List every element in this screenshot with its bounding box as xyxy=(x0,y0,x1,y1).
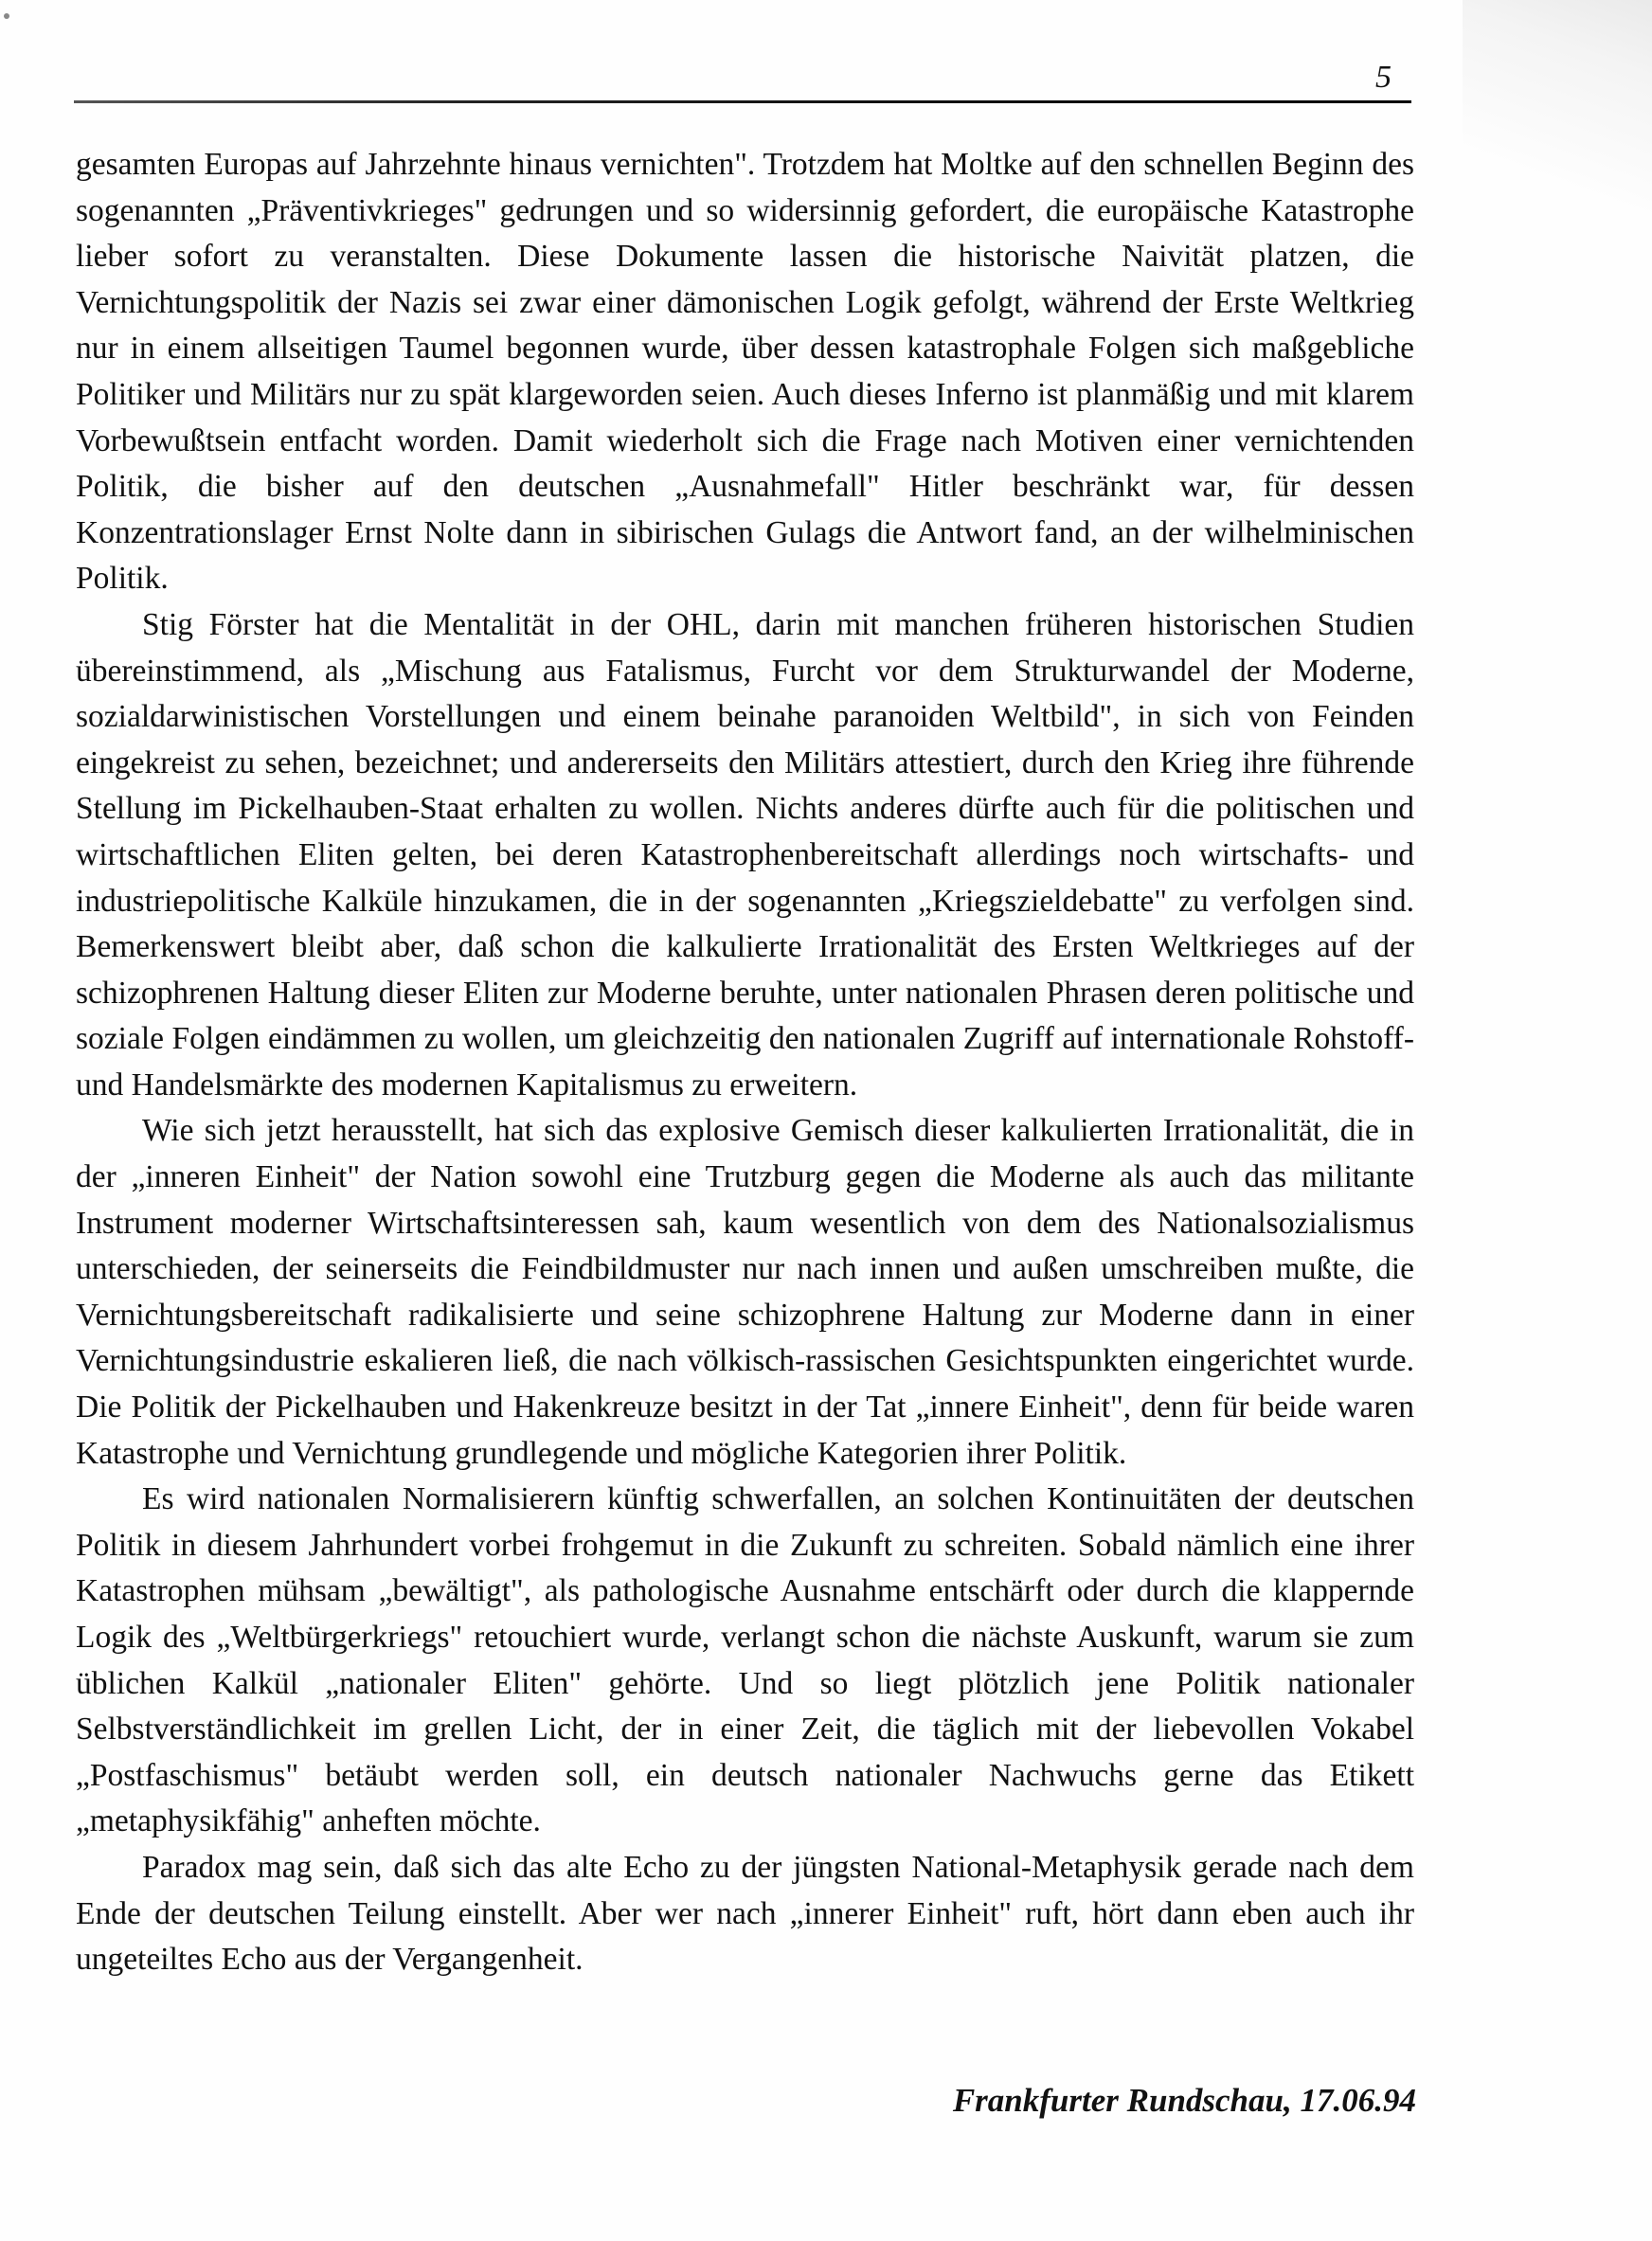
header-rule xyxy=(74,100,1411,103)
paragraph-2: Stig Förster hat die Mentalität in der OHL, darin mit manchen früheren historischen Studien übereinstimmend, als „Mischung aus Fatalismus, Furcht vor dem Strukturwandel der Moderne, sozialdarwinistischen Vorstellungen und einem beinahe paranoiden Weltbild", in sich von Feinden eingekreist zu sehen, bezeichnet; und andererseits den Militärs attestiert, durch den Krieg ihre führende Stellung im Pickelhauben-Staat erhalten zu wollen. Nichts anderes dürfte auch für die politischen und wirtschaftlichen Eliten gelten, bei deren Katastrophenbereitschaft allerdings noch wirtschafts- und industriepolitische Kalküle hinzukamen, die in der sogenannten „Kriegszieldebatte" zu verfolgen sind. Bemerkenswert bleibt aber, daß schon die kalkulierte Irrationalität des Ersten Weltkrieges auf der schizophrenen Haltung dieser Eliten zur Moderne beruhte, unter nationalen Phrasen deren politische und soziale Folgen eindämmen zu wollen, um gleichzeitig den nationalen Zugriff auf internationale Rohstoff- und Handelsmärkte des modernen Kapitalismus zu erweitern. xyxy=(76,606,1414,1103)
paragraph-1: gesamten Europas auf Jahrzehnte hinaus vernichten". Trotzdem hat Moltke auf den schnellen Beginn des sogenannten „Präventivkrieges" gedrungen und so widersinnig gefordert, die europäische Katastrophe lieber sofort zu veranstalten. Diese Dokumente lassen die historische Naivität platzen, die Vernichtungspolitik der Nazis sei zwar einer dämonischen Logik gefolgt, während der Erste Weltkrieg nur in einem allseitigen Taumel begonnen wurde, über dessen katastrophale Folgen sich maßgebliche Politiker und Militärs nur zu spät klargeworden seien. Auch dieses Inferno ist planmäßig und mit klarem Vorbewußtsein entfacht worden. Damit wiederholt sich die Frage nach Motiven einer vernichtenden Politik, die bisher auf den deutschen „Ausnahmefall" Hitler beschränkt war, für dessen Konzentrationslager Ernst Nolte dann in sibirischen Gulags die Antwort fand, an der wilhelminischen Politik. xyxy=(76,147,1414,597)
paragraph-4: Es wird nationalen Normalisierern künftig schwerfallen, an solchen Kontinuitäten der deutschen Politik in diesem Jahrhundert vorbei frohgemut in die Zukunft zu schreiten. Sobald nämlich eine ihrer Katastrophen mühsam „bewältigt", als pathologische Ausnahme entschärft oder durch die klappernde Logik des „Weltbürgerkriegs" retouchiert wurde, verlangt schon die nächste Auskunft, warum sie zum üblichen Kalkül „nationaler Eliten" gehörte. Und so liegt plötzlich jene Politik nationaler Selbstverständlichkeit im grellen Licht, der in einer Zeit, die täglich mit der liebevollen Vokabel „Postfaschismus" betäubt werden soll, ein deutsch nationaler Nachwuchs gerne das Etikett „metaphysikfähig" anheften möchte. xyxy=(76,1481,1414,1839)
source-citation: Frankfurter Rundschau, 17.06.94 xyxy=(952,2082,1416,2119)
page-number: 5 xyxy=(1375,60,1392,95)
scan-speck xyxy=(4,13,9,19)
paragraph-3: Wie sich jetzt herausstellt, hat sich das explosive Gemisch dieser kalkulierten Irrationalität, die in der „inneren Einheit" der Nation sowohl eine Trutzburg gegen die Moderne als auch das militante Instrument moderner Wirtschaftsinteressen sah, kaum wesentlich von dem des Nationalsozialismus unterschieden, der seinerseits die Feindbildmuster nur nach innen und außen umschreiben mußte, die Vernichtungsbereitschaft radikalisierte und seine schizophrene Haltung zur Moderne dann in einer Vernichtungsindustrie eskalieren ließ, die nach völkisch-rassischen Gesichtspunkten eingerichtet wurde. Die Politik der Pickelhauben und Hakenkreuze besitzt in der Tat „innere Einheit", denn für beide waren Katastrophe und Vernichtung grundlegende und mögliche Kategorien ihrer Politik. xyxy=(76,1113,1414,1471)
paragraph-5: Paradox mag sein, daß sich das alte Echo zu der jüngsten National-Metaphysik gerade nach dem Ende der deutschen Teilung einstellt. Aber wer nach „innerer Einheit" ruft, hört dann eben auch ihr ungeteiltes Echo aus der Vergangenheit. xyxy=(76,1849,1414,1978)
article-body xyxy=(76,142,1414,1983)
scan-shadow xyxy=(1463,0,1652,246)
